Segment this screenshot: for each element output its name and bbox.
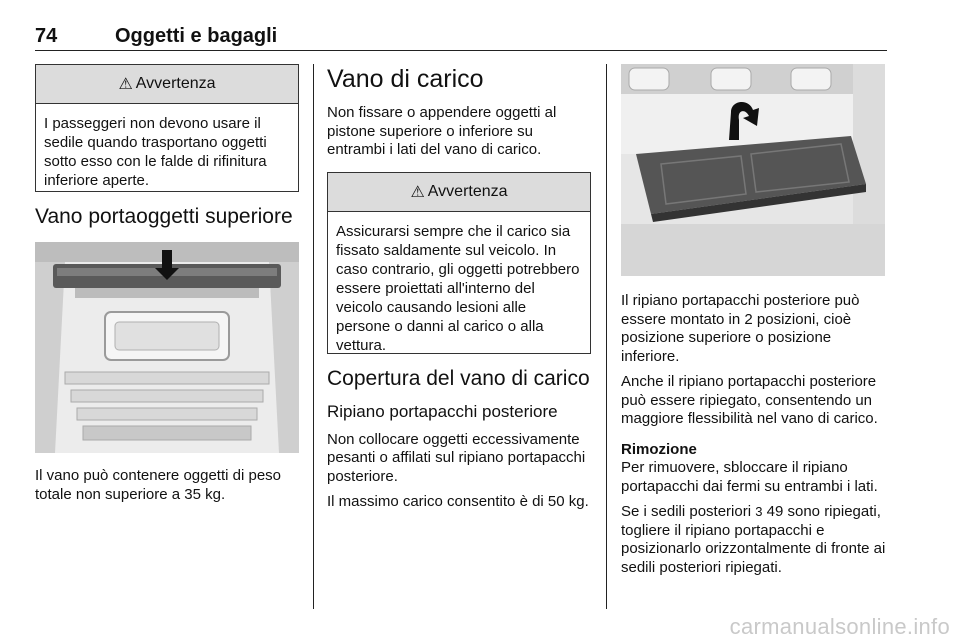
warning-title: Avvertenza (135, 75, 216, 92)
warning-header (36, 65, 298, 104)
parcel-shelf-illustration (621, 64, 885, 276)
warning-title: Avvertenza (427, 182, 508, 200)
warning-box (327, 172, 591, 354)
warning-header (328, 173, 590, 212)
warning-triangle-icon: ⚠ (410, 183, 425, 201)
folded-seats-text-start: Se i sedili posteriori (621, 503, 756, 520)
column-divider (606, 64, 607, 609)
section-title: Oggetti e bagagli (115, 25, 278, 47)
warning-triangle-icon: ⚠ (118, 76, 133, 93)
cargo-intro: Non fissare o appendere oggetti al pistone superiore o inferiore su entrambi i lati del vano di carico. (327, 104, 557, 158)
shelf-subheading: Ripiano portapacchi posteriore (327, 401, 558, 421)
cover-heading: Copertura del vano di carico (327, 366, 590, 390)
watermark: carmanualsonline.info (729, 614, 950, 639)
removal-text: Per rimuovere, sbloccare il ripiano portapacchi dai fermi su entrambi i lati. (621, 459, 878, 495)
removal-heading: Rimozione (621, 440, 697, 458)
overhead-storage-illustration (35, 242, 299, 453)
warning-text: I passeggeri non devono usare il sedile quando trasportano oggetti sotto esso con le falde di rifinitura inferiore aperte. (44, 115, 267, 189)
column-divider (313, 64, 314, 609)
warning-text: Assicurarsi sempre che il carico sia fissato saldamente sul veicolo. In caso contrario, gli oggetti potrebbero essere proiettati all'interno del veicolo causando lesioni alle persone o danni al carico o alla vettura. (336, 222, 580, 354)
folded-seats-text (621, 503, 887, 577)
section-heading: Vano portaoggetti superiore (35, 205, 293, 228)
page-reference-icon: 3 (755, 504, 763, 519)
capacity-text: Il vano può contenere oggetti di peso totale non superiore a 35 kg. (35, 467, 282, 503)
column-left (35, 64, 299, 511)
page-reference-number[interactable]: 49 (766, 503, 784, 520)
shelf-warning-text: Non collocare oggetti eccessivamente pesanti o affilati sul ripiano portapacchi posteriore. (327, 430, 586, 485)
positions-text: Il ripiano portapacchi posteriore può essere montato in 2 posizioni, cioè posizione superiore o posizione inferiore. (621, 292, 860, 365)
column-middle (327, 64, 591, 519)
warning-box (35, 64, 299, 192)
page-header (35, 22, 887, 51)
fold-text: Anche il ripiano portapacchi posteriore può essere ripiegato, consentendo un maggiore flessibilità nel vano di carico. (621, 373, 878, 427)
column-right (621, 64, 887, 584)
page-number: 74 (35, 25, 58, 47)
folded-seats-text-end: sono ripiegati, togliere il ripiano portapacchi e posizionarlo orizzontalmente di fronte ai sedili posteriori ripiegati. (621, 503, 886, 576)
cargo-heading: Vano di carico (327, 65, 484, 93)
max-load-text: Il massimo carico consentito è di 50 kg. (327, 493, 589, 510)
